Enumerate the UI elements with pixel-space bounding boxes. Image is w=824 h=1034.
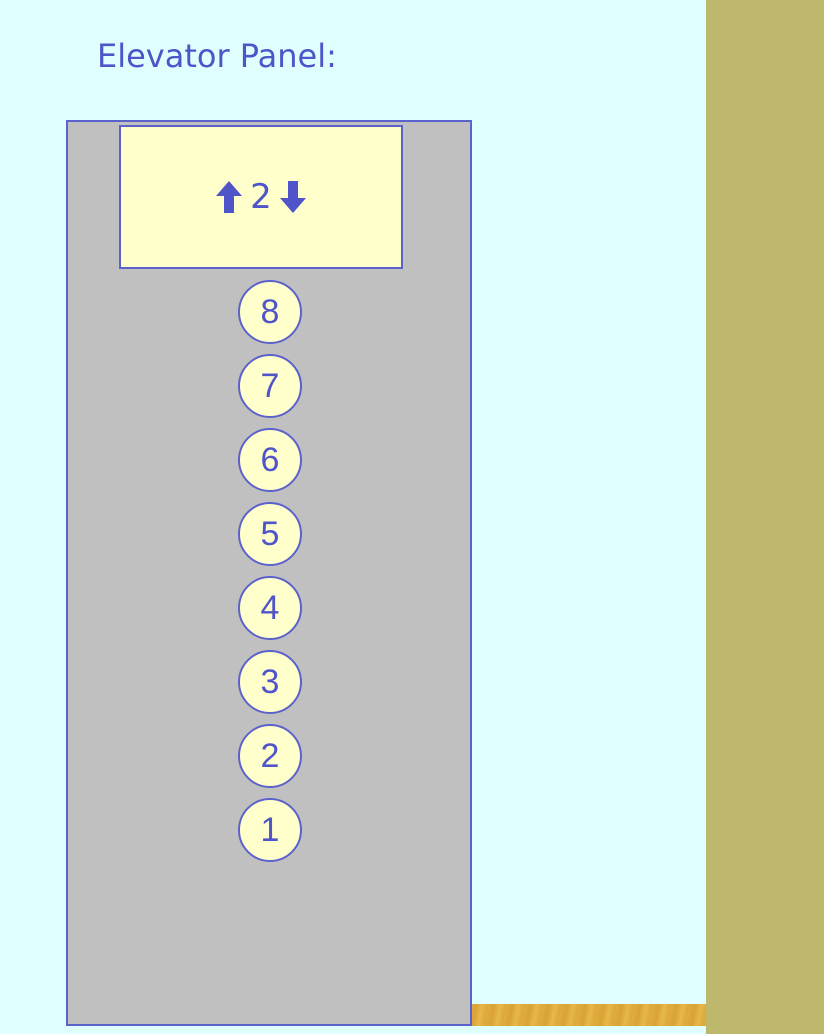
floor-button-1[interactable]: 1 <box>238 798 302 862</box>
floor-strip <box>470 1004 706 1026</box>
right-wall <box>706 0 824 1034</box>
floor-button-5[interactable]: 5 <box>238 502 302 566</box>
elevator-panel <box>66 120 472 1026</box>
floor-button-3[interactable]: 3 <box>238 650 302 714</box>
current-floor: 2 <box>250 177 272 217</box>
floor-button-2[interactable]: 2 <box>238 724 302 788</box>
arrow-up-icon <box>216 181 242 213</box>
arrow-down-icon <box>280 181 306 213</box>
page-title: Elevator Panel: <box>97 37 337 75</box>
floor-display <box>119 125 403 269</box>
floor-button-4[interactable]: 4 <box>238 576 302 640</box>
floor-button-6[interactable]: 6 <box>238 428 302 492</box>
floor-button-8[interactable]: 8 <box>238 280 302 344</box>
floor-button-7[interactable]: 7 <box>238 354 302 418</box>
